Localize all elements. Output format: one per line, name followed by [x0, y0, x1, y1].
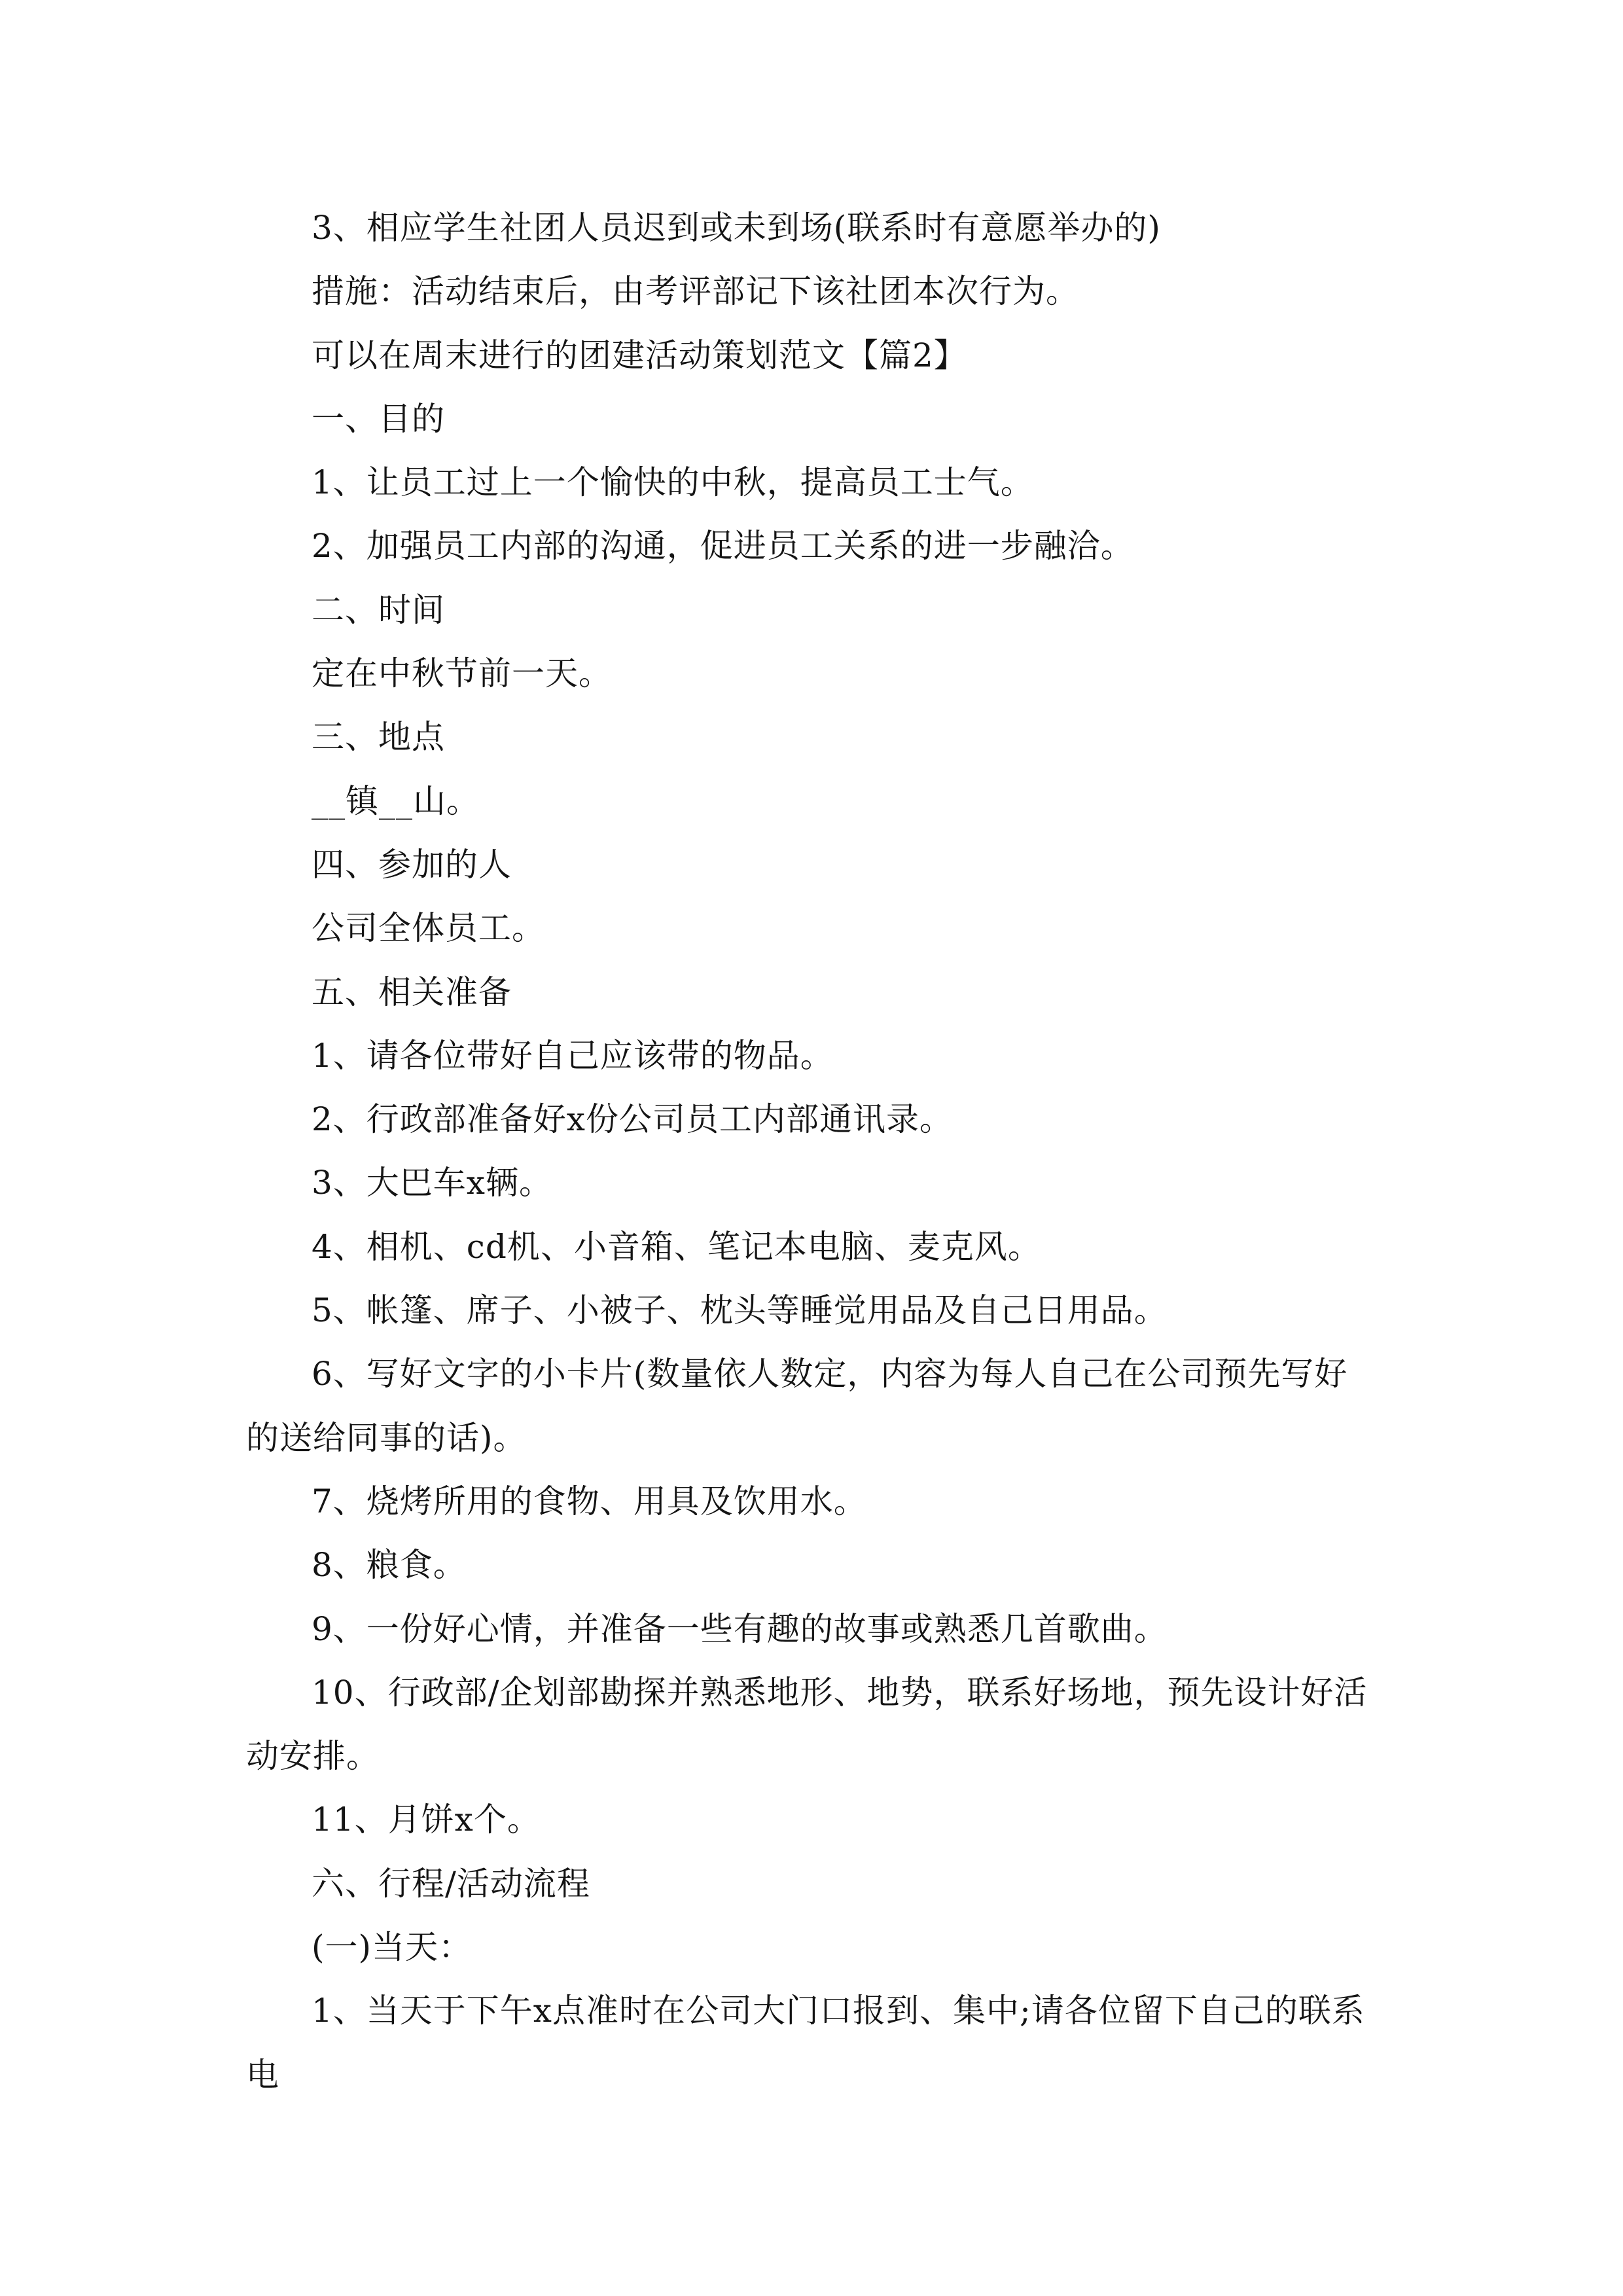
paragraph: 3、相应学生社团人员迟到或未到场(联系时有意愿举办的) [312, 209, 1161, 247]
list-item: 8、粮食。 [312, 1546, 467, 1585]
section-title: 可以在周末进行的团建活动策划范文【篇2】 [312, 336, 967, 374]
list-item: 4、相机、cd机、小音箱、笔记本电脑、麦克风。 [312, 1227, 1041, 1266]
list-item: 1、请各位带好自己应该带的物品。 [312, 1036, 834, 1075]
list-item: 6、写好文字的小卡片(数量依人数定，内容为每人自己在公司预先写好的送给同事的话)。 [246, 1355, 1348, 1457]
list-item: 9、一份好心情，并准备一些有趣的故事或熟悉几首歌曲。 [312, 1609, 1168, 1648]
list-item: 3、大巴车x辆。 [312, 1164, 553, 1202]
heading: 六、行程/活动流程 [312, 1864, 590, 1903]
paragraph: 措施：活动结束后，由考评部记下该社团本次行为。 [312, 272, 1079, 311]
list-item: 1、让员工过上一个愉快的中秋，提高员工士气。 [312, 463, 1034, 502]
heading: 一、目的 [312, 399, 445, 438]
list-item: 1、当天于下午x点准时在公司大门口报到、集中;请各位留下自己的联系电 [246, 1992, 1365, 2094]
subheading: (一)当天： [312, 1928, 473, 1967]
paragraph: 定在中秋节前一天。 [312, 655, 612, 693]
heading: 五、相关准备 [312, 973, 512, 1011]
paragraph: 公司全体员工。 [312, 909, 545, 948]
heading: 三、地点 [312, 718, 445, 757]
document-body [246, 196, 1378, 2107]
heading: 四、参加的人 [312, 845, 512, 884]
list-item: 5、帐篷、席子、小被子、枕头等睡觉用品及自己日用品。 [312, 1291, 1168, 1330]
list-item: 2、行政部准备好x份公司员工内部通讯录。 [312, 1100, 954, 1139]
list-item: 7、烧烤所用的食物、用具及饮用水。 [312, 1482, 867, 1520]
list-item: 11、月饼x个。 [312, 1801, 541, 1839]
list-item: 10、行政部/企划部勘探并熟悉地形、地势，联系好场地，预先设计好活动安排。 [246, 1673, 1368, 1776]
heading: 二、时间 [312, 590, 445, 629]
list-item: 2、加强员工内部的沟通，促进员工关系的进一步融洽。 [312, 527, 1134, 565]
paragraph: __镇__山。 [312, 781, 480, 820]
